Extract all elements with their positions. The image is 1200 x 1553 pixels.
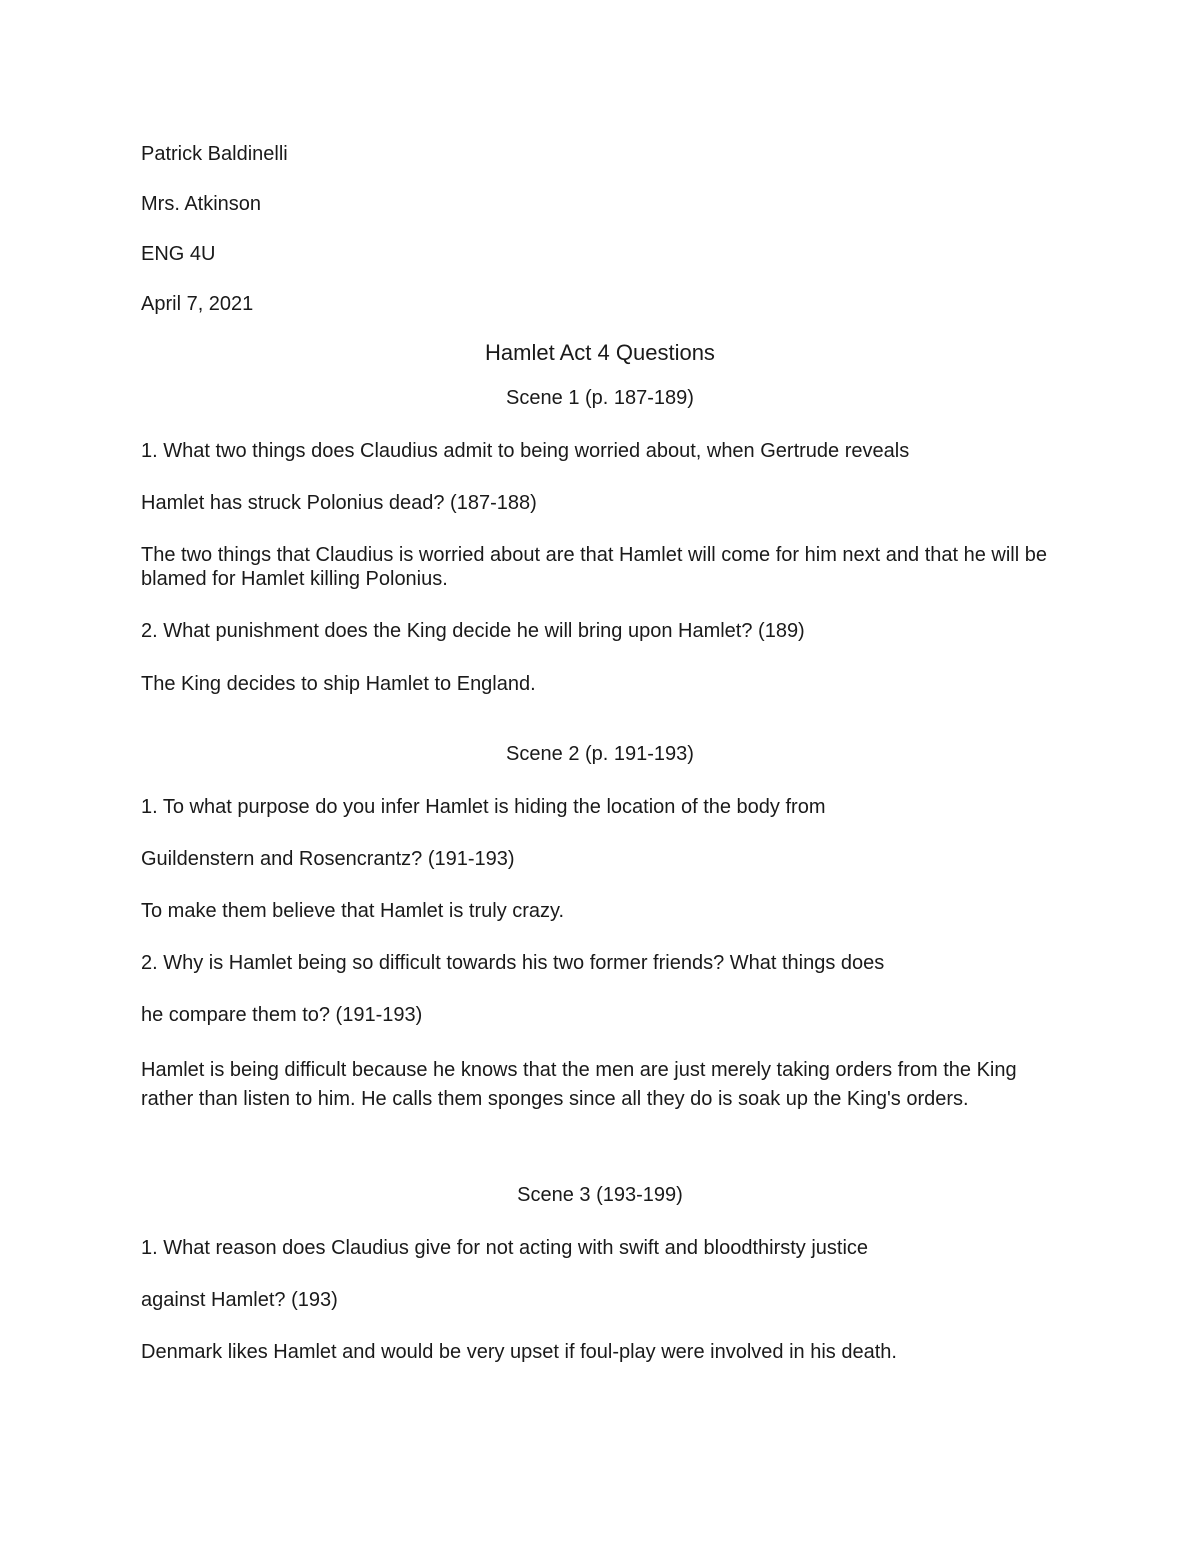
scene-2-question-2-line-1: 2. Why is Hamlet being so difficult towards his two former friends? What things does — [141, 952, 885, 974]
scene-2-answer-1: To make them believe that Hamlet is truly crazy. — [141, 900, 565, 922]
document-title: Hamlet Act 4 Questions — [485, 340, 715, 365]
scene-2-question-1-line-2: Guildenstern and Rosencrantz? (191-193) — [141, 848, 515, 870]
teacher-name: Mrs. Atkinson — [141, 193, 262, 215]
scene-3-heading: Scene 3 (193-199) — [517, 1184, 683, 1206]
scene-1-heading: Scene 1 (p. 187-189) — [506, 387, 694, 409]
course-code: ENG 4U — [141, 243, 216, 265]
scene-2-answer-2: Hamlet is being difficult because he knows that the men are just merely taking orders from the King rather than listen to him. He calls them sponges since all they do is soak up the King's orders. — [141, 1059, 1017, 1110]
scene-1-answer-2: The King decides to ship Hamlet to England. — [141, 673, 536, 695]
student-name: Patrick Baldinelli — [141, 143, 288, 165]
document-date: April 7, 2021 — [141, 293, 254, 315]
scene-3-question-1-line-2: against Hamlet? (193) — [141, 1289, 338, 1311]
scene-2-question-1-line-1: 1. To what purpose do you infer Hamlet is hiding the location of the body from — [141, 796, 826, 818]
scene-1-question-2: 2. What punishment does the King decide he will bring upon Hamlet? (189) — [141, 620, 805, 642]
scene-2-heading: Scene 2 (p. 191-193) — [506, 743, 694, 765]
scene-2-question-2-line-2: he compare them to? (191-193) — [141, 1004, 423, 1026]
scene-1-answer-1: The two things that Claudius is worried about are that Hamlet will come for him next and that he will be blamed for Hamlet killing Polonius. — [141, 544, 1047, 590]
scene-1-question-1-line-2: Hamlet has struck Polonius dead? (187-188) — [141, 492, 537, 514]
scene-3-question-1-line-1: 1. What reason does Claudius give for not acting with swift and bloodthirsty justice — [141, 1237, 869, 1259]
scene-3-answer-1: Denmark likes Hamlet and would be very upset if foul-play were involved in his death. — [141, 1341, 897, 1363]
scene-1-question-1-line-1: 1. What two things does Claudius admit to being worried about, when Gertrude reveals — [141, 440, 910, 462]
